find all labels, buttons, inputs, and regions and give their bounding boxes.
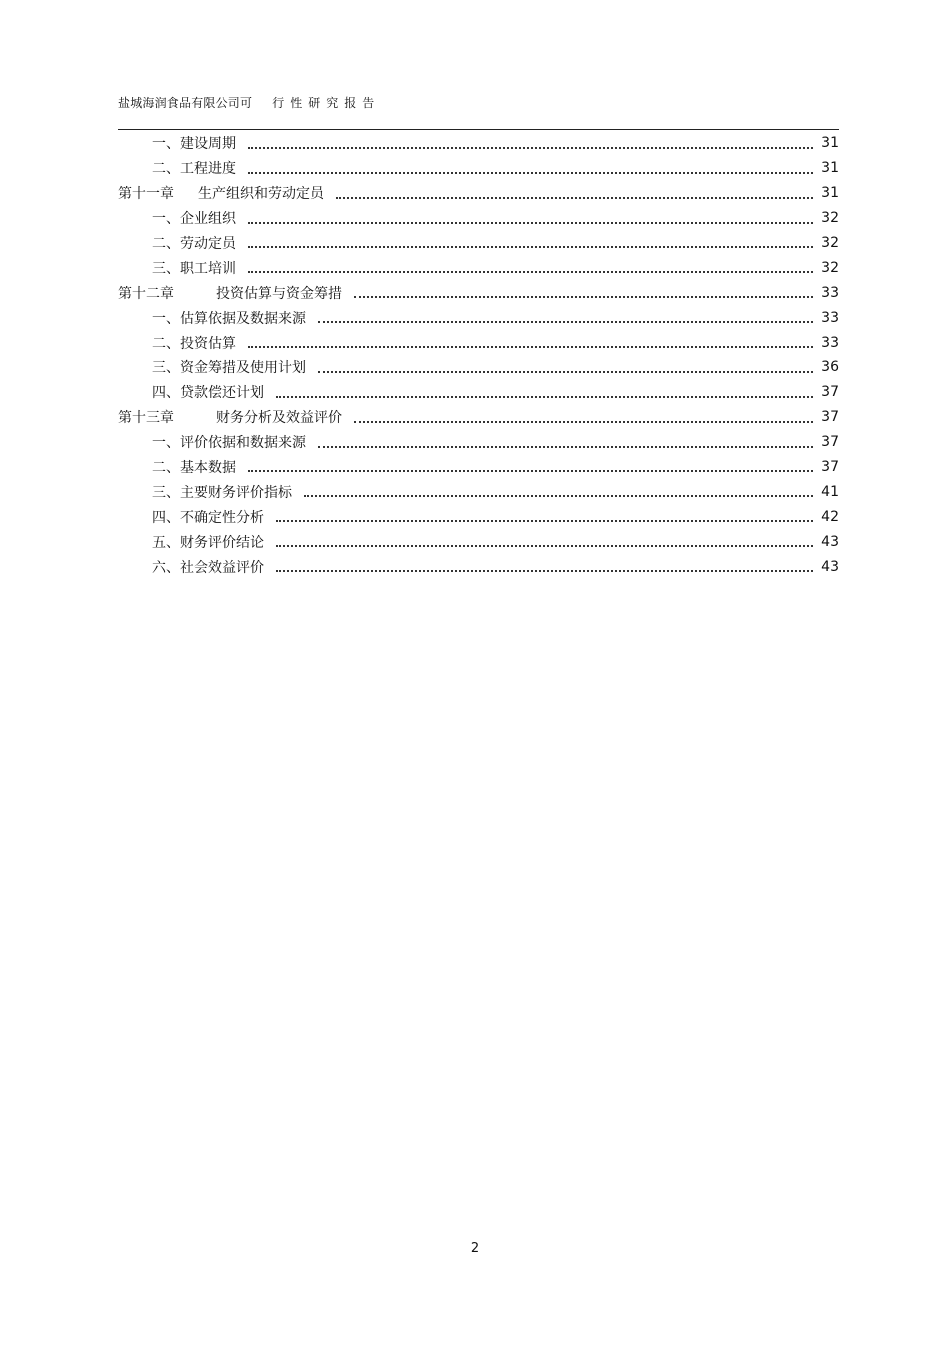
toc-leader	[248, 222, 813, 224]
toc-leader	[354, 296, 813, 298]
toc-leader	[318, 371, 813, 373]
toc-entry[interactable]	[118, 455, 839, 480]
toc-page-number: 32	[821, 235, 839, 251]
toc-entry[interactable]	[118, 380, 839, 405]
toc-leader	[248, 271, 813, 273]
toc-entry-label: 一、建设周期	[152, 136, 236, 153]
toc-page-number: 37	[821, 434, 839, 451]
toc-entry-label: 二、基本数据	[152, 460, 236, 477]
toc-entry[interactable]	[118, 529, 839, 554]
toc-entry-label: 一、企业组织	[152, 211, 236, 228]
toc-entry[interactable]	[118, 156, 839, 181]
toc-entry-label: 三、资金筹措及使用计划	[152, 360, 306, 377]
toc-leader	[248, 246, 813, 248]
toc-chapter-entry[interactable]	[118, 405, 839, 430]
toc-page-number: 32	[821, 210, 839, 227]
toc-entry-label: 三、主要财务评价指标	[152, 484, 292, 501]
toc-entry-label: 四、贷款偿还计划	[152, 385, 264, 402]
toc-leader	[276, 396, 813, 398]
toc-entry-label: 五、财务评价结论	[152, 534, 264, 551]
table-of-contents	[118, 131, 839, 579]
toc-entry-label: 四、不确定性分析	[152, 509, 264, 526]
toc-entry[interactable]	[118, 554, 839, 579]
header-company: 盐城海润食品有限公司可	[118, 96, 253, 110]
toc-entry-label: 三、职工培训	[152, 260, 236, 277]
toc-leader	[248, 470, 813, 472]
toc-leader	[276, 520, 813, 522]
toc-entry[interactable]	[118, 206, 839, 231]
toc-page-number: 33	[821, 309, 839, 326]
toc-entry-label: 一、估算依据及数据来源	[152, 310, 306, 327]
toc-page-number: 43	[821, 558, 839, 575]
toc-entry[interactable]	[118, 231, 839, 256]
toc-entry[interactable]	[118, 430, 839, 455]
toc-page-number: 31	[821, 185, 839, 202]
toc-chapter-title: 财务分析及效益评价	[216, 410, 342, 427]
toc-leader	[318, 321, 813, 323]
toc-chapter-number: 第十二章	[118, 285, 174, 302]
header-rule	[118, 129, 839, 130]
toc-page-number: 37	[821, 384, 839, 401]
toc-entry[interactable]	[118, 479, 839, 504]
toc-leader	[354, 421, 813, 423]
toc-entry[interactable]	[118, 355, 839, 380]
toc-entry-label: 六、社会效益评价	[152, 559, 264, 576]
toc-page-number: 41	[821, 483, 839, 500]
header-document-type: 行性研究报告	[272, 96, 381, 110]
toc-page-number: 37	[821, 459, 839, 476]
toc-entry-label: 二、工程进度	[152, 161, 236, 178]
toc-entry[interactable]	[118, 131, 839, 156]
toc-leader	[336, 197, 813, 199]
toc-page-number: 31	[821, 135, 839, 152]
toc-page-number: 32	[821, 259, 839, 276]
toc-entry[interactable]	[118, 504, 839, 529]
toc-page-number: 33	[821, 334, 839, 351]
toc-chapter-entry[interactable]	[118, 181, 839, 206]
toc-leader	[304, 495, 813, 497]
toc-leader	[248, 147, 813, 149]
page-number: 2	[470, 1241, 480, 1256]
toc-page-number: 43	[821, 533, 839, 550]
toc-chapter-title: 生产组织和劳动定员	[198, 186, 324, 203]
toc-page-number: 37	[821, 409, 839, 426]
toc-page-number: 36	[821, 359, 839, 376]
toc-leader	[276, 570, 813, 572]
toc-page-number: 42	[821, 508, 839, 525]
page-header	[118, 94, 380, 111]
toc-entry[interactable]	[118, 305, 839, 330]
toc-entry-label: 一、评价依据和数据来源	[152, 435, 306, 452]
toc-leader	[248, 172, 813, 174]
toc-entry[interactable]	[118, 330, 839, 355]
toc-entry[interactable]	[118, 255, 839, 280]
toc-leader	[318, 446, 813, 448]
toc-chapter-number: 第十一章	[118, 186, 174, 203]
toc-entry-label: 二、劳动定员	[152, 236, 236, 252]
toc-leader	[276, 545, 813, 547]
toc-page-number: 31	[821, 160, 839, 177]
toc-chapter-entry[interactable]	[118, 280, 839, 305]
toc-entry-label: 二、投资估算	[152, 335, 236, 352]
toc-chapter-title: 投资估算与资金筹措	[216, 285, 342, 302]
toc-leader	[248, 346, 813, 348]
toc-page-number: 33	[821, 284, 839, 301]
toc-chapter-number: 第十三章	[118, 410, 174, 427]
